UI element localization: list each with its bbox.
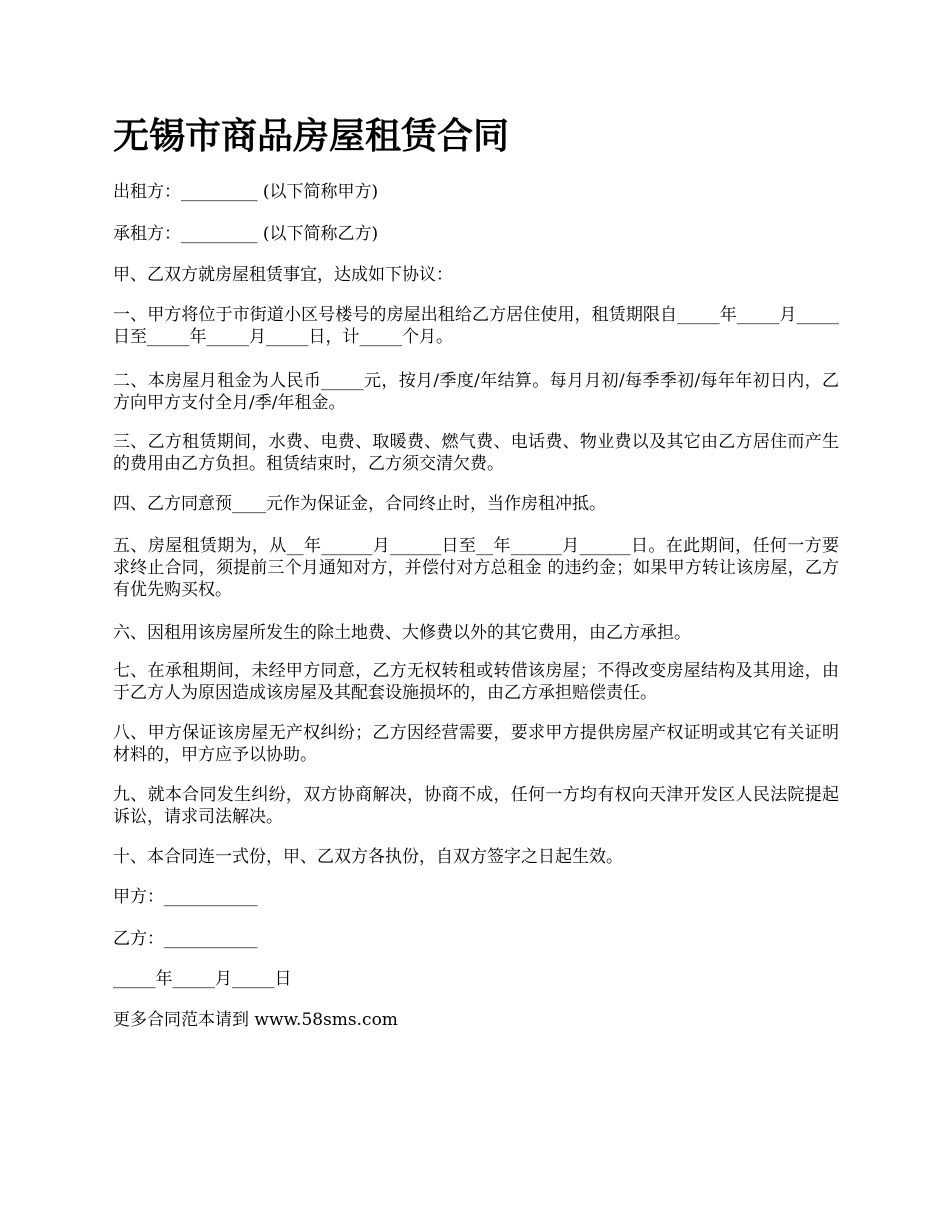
party-a-signature-line: 甲方：___________ [113,887,258,907]
preamble: 甲、乙双方就房屋租赁事宜，达成如下协议： [113,265,453,285]
clause-6: 六、因租用该房屋所发生的除土地费、大修费以外的其它费用，由乙方承担。 [113,623,691,643]
clause-7: 七、在承租期间，未经甲方同意，乙方无权转租或转借该房屋；不得改变房屋结构及其用途，由于乙方人为原因造成该房屋及其配套设施损坏的，由乙方承担赔偿责任。 [113,661,839,703]
document-title: 无锡市商品房屋租赁合同 [113,115,510,157]
clause-9: 九、就本合同发生纠纷，双方协商解决，协商不成，任何一方均有权向天津开发区人民法院提起诉讼，请求司法解决。 [113,785,839,827]
party-b-signature-line: 乙方：___________ [113,929,258,949]
clause-1: 一、甲方将位于市街道小区号楼号的房屋出租给乙方居住使用，租赁期限自_____年_____月_____日至_____年_____月_____日，计_____个月。 [113,305,839,347]
clause-10: 十、本合同连一式份，甲、乙双方各执份，自双方签字之日起生效。 [113,847,623,867]
footer-link-text: 更多合同范本请到 www.58sms.com [113,1010,398,1030]
clause-3: 三、乙方租赁期间，水费、电费、取暖费、燃气费、电话费、物业费以及其它由乙方居住而产生的费用由乙方负担。租赁结束时，乙方须交清欠费。 [113,432,839,474]
clause-5: 五、房屋租赁期为，从__年______月______日至__年______月______日。在此期间，任何一方要求终止合同，须提前三个月通知对方，并偿付对方总租金 的违约金；如果甲方转让该房屋，乙方有优先购买权。 [113,536,839,600]
clause-2: 二、本房屋月租金为人民币_____元，按月/季度/年结算。每月月初/每季季初/每年年初日内，乙方向甲方支付全月/季/年租金。 [113,371,839,413]
clause-4: 四、乙方同意预____元作为保证金，合同终止时，当作房租冲抵。 [113,494,606,514]
lessee-line: 承租方：_________ (以下简称乙方) [113,224,379,244]
date-line: _____年_____月_____日 [113,969,292,989]
lessor-line: 出租方：_________ (以下简称甲方) [113,182,379,202]
clause-8: 八、甲方保证该房屋无产权纠纷；乙方因经营需要，要求甲方提供房屋产权证明或其它有关证明材料的，甲方应予以协助。 [113,723,839,765]
